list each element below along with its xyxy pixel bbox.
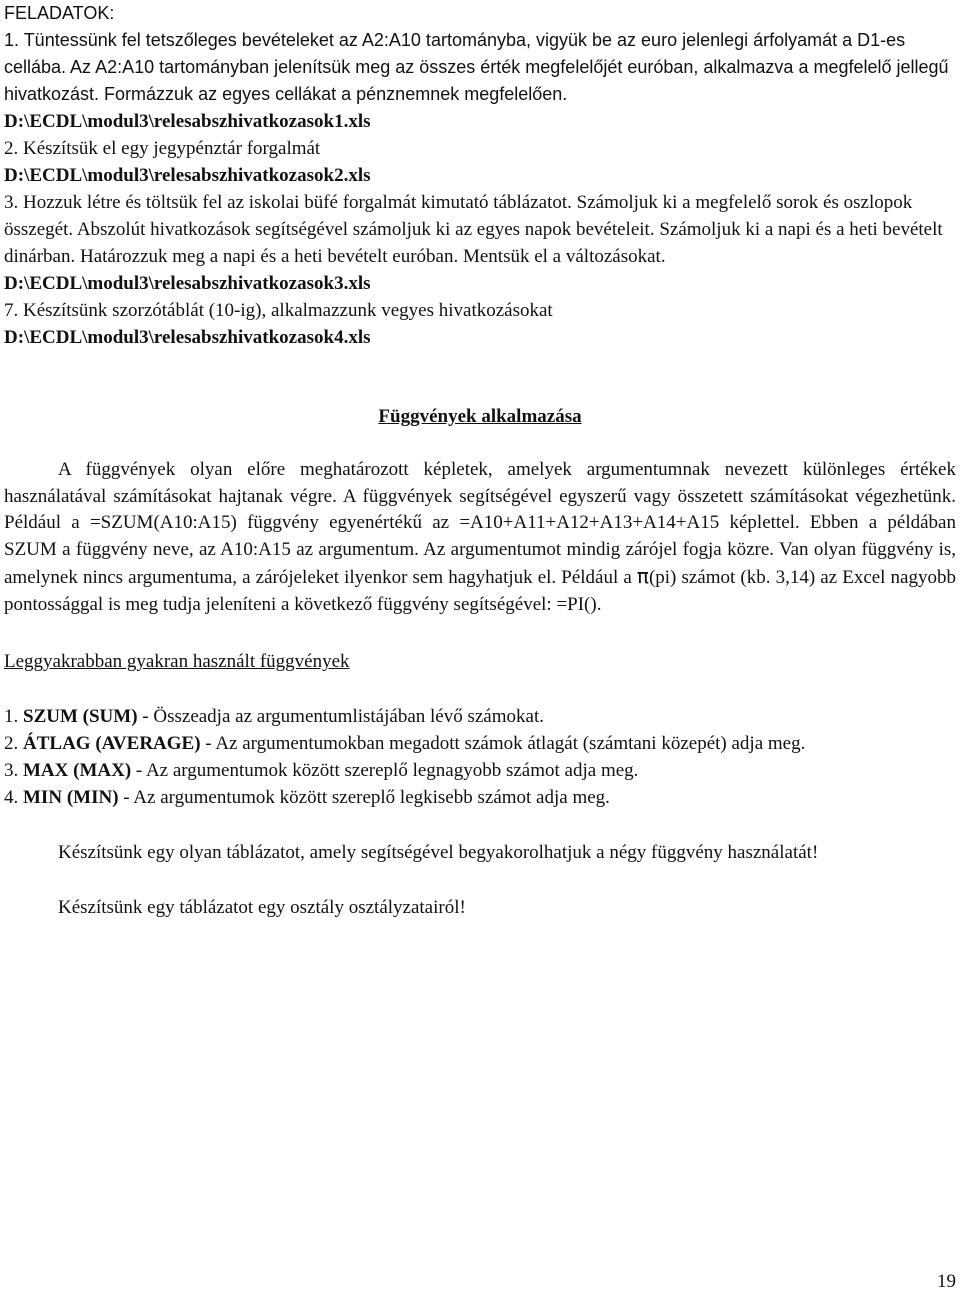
section-title: Függvények alkalmazása (378, 406, 582, 427)
function-name: SZUM (23, 706, 78, 727)
task-7-text: 7. Készítsünk szorzótáblát (10-ig), alkalmazzunk vegyes hivatkozásokat (4, 300, 553, 321)
task-3-text: 3. Hozzuk létre és töltsük fel az iskolai büfé forgalmát kimutató táblázatot. Számoljuk ki a megfelelő sorok és oszlopok összegét. Abszolút hivatkozások segítségével számoljuk ki az egyes napok bevételeit. Számoljuk ki a napi és a heti bevételt dinárban. Határozzuk meg a napi és a heti bevételt euróban. Mentsük el a változásokat. (4, 192, 943, 267)
task-1-text: 1. Tüntessünk fel tetszőleges bevételeket az A2:A10 tartományba, vigyük be az euro jelenlegi árfolyamát a D1-es cellába. Az A2:A10 tartományban jelenítsük meg az összes érték megfelelőjét euróban, alkalmazva a megfelelő jellegű hivatkozást. Formázzuk az egyes cellákat a pénznemnek megfelelően. (4, 30, 949, 104)
functions-subtitle: Leggyakrabban gyakran használt függvények (4, 651, 350, 672)
list-number: 4. (4, 787, 23, 808)
list-number: 3. (4, 760, 23, 781)
paragraph-text-part-1: A függvények olyan előre meghatározott képletek, amelyek argumentumnak nevezett különleges értékek használatával számításokat hajtanak végre. A függvények segítségével egyszerű vagy összetett számításokat végezhetünk. Például a =SZUM(A10:A15) függvény egyenértékű az =A10+A11+A12+A13+A14+A15 képlettel. Ebben a példában SZUM a függvény neve, az A10:A15 az argumentum. Az argumentumot mindig zárójel fogja közre. Van olyan függvény is, amelynek nincs argumentuma, a zárójeleket ilyenkor sem hagyhatjuk el. Például a (4, 459, 956, 588)
function-desc: - Az argumentumokban megadott számok átlagát (számtani közepét) adja meg. (200, 733, 806, 754)
page-number: 19 (937, 1271, 956, 1292)
function-item-average (4, 730, 956, 757)
task-1-path: D:\ECDL\modul3\relesabszhivatkozasok1.xls (4, 111, 371, 132)
function-name: MAX (23, 760, 69, 781)
function-item-max (4, 757, 956, 784)
functions-intro-paragraph (4, 457, 956, 618)
task-2-path: D:\ECDL\modul3\relesabszhivatkozasok2.xls (4, 165, 371, 186)
paragraph-text-part-2: (pi) számot (kb. 3,14) az Excel nagyobb pontossággal is meg tudja jeleníteni a következő függvény segítségével: =PI(). (4, 567, 956, 615)
function-alias: (SUM) (82, 706, 138, 727)
function-item-min (4, 784, 956, 811)
tasks-header: FELADATOK: (4, 3, 115, 23)
function-desc: - Összeadja az argumentumlistájában lévő számokat. (137, 706, 544, 727)
task-2-text: 2. Készítsük el egy jegypénztár forgalmát (4, 138, 321, 159)
function-name: MIN (23, 787, 63, 808)
task-7-path: D:\ECDL\modul3\relesabszhivatkozasok4.xls (4, 327, 371, 348)
list-number: 1. (4, 706, 23, 727)
function-item-sum (4, 703, 956, 730)
exercise-2: Készítsünk egy táblázatot egy osztály osztályzatairól! (58, 897, 466, 918)
function-desc: - Az argumentumok között szereplő legnagyobb számot adja meg. (131, 760, 639, 781)
function-alias: (MIN) (66, 787, 119, 808)
exercise-1: Készítsünk egy olyan táblázatot, amely segítségével begyakorolhatjuk a négy függvény használatát! (58, 842, 819, 863)
functions-list (4, 703, 956, 811)
pi-symbol: π (636, 564, 649, 588)
list-number: 2. (4, 733, 23, 754)
function-name: ÁTLAG (23, 733, 91, 754)
task-3-path: D:\ECDL\modul3\relesabszhivatkozasok3.xls (4, 273, 371, 294)
function-alias: (AVERAGE) (95, 733, 201, 754)
function-desc: - Az argumentumok között szereplő legkisebb számot adja meg. (118, 787, 610, 808)
function-alias: (MAX) (73, 760, 132, 781)
tasks-block (4, 0, 956, 351)
